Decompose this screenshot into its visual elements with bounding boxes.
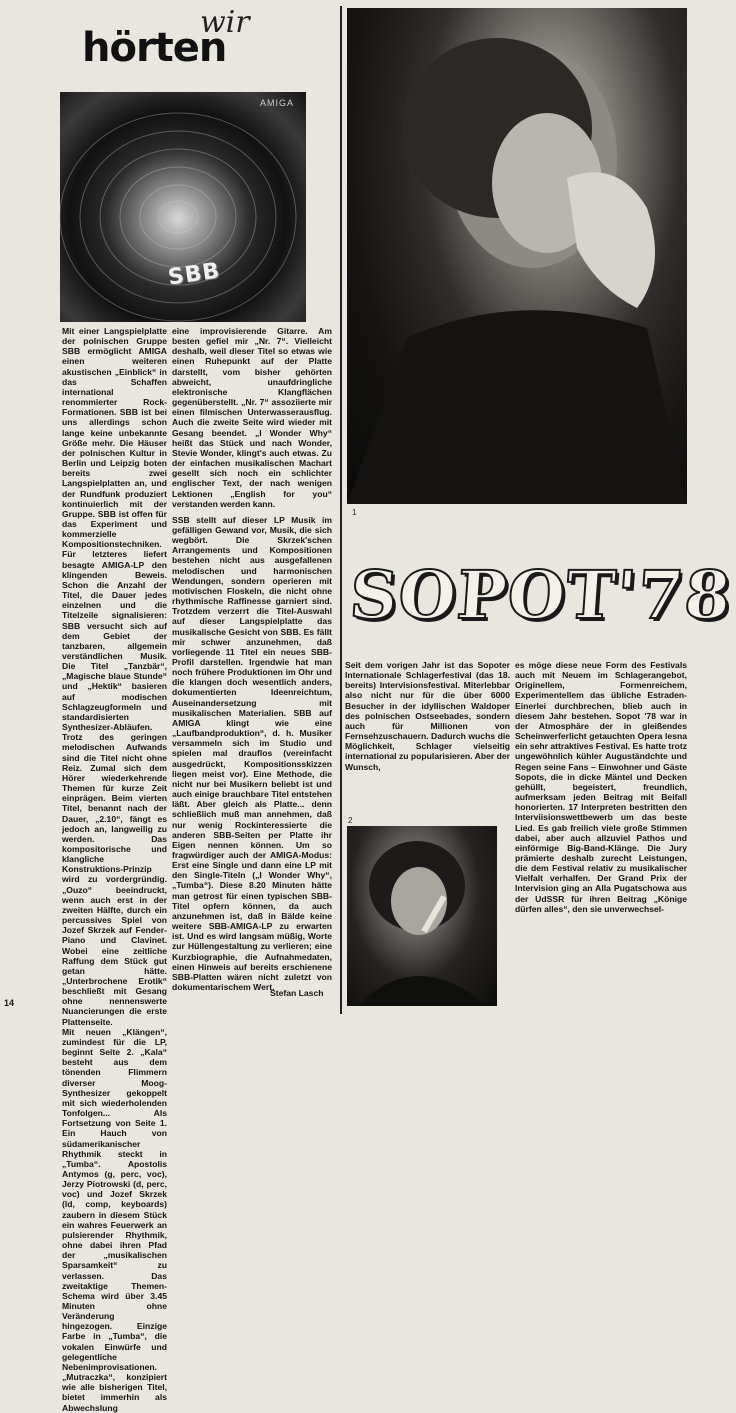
header-wir: wir — [200, 5, 250, 40]
article-signature: Stefan Lasch — [270, 988, 324, 998]
album-cover — [60, 92, 306, 322]
sopot-title: SOPOT'78 — [347, 556, 735, 634]
article-col2-para-2: SSB stellt auf dieser LP Musik im gefälligen Gewand vor, Musik, die sich wegbört. Die Skrzek'schen Arrangements und Kompositionen bestehen nicht aus ausgefallenen melodischen und harmonischen Wendungen, sondern operieren mit motivischen Floskeln, die nicht ohne rhythmische Raffinesse garniert sind. Trotzdem verzerrt die Titel-Auswahl auf dieser Langspielplatte das musikalische Gesicht von SBB. Es fällt mir schwer anzunehmen, daß vorliegende 11 Titel ein neues SBB-Profil darstellen. Irgendwie hat man noch frühere Produktionen im Ohr und die klangen doch wesentlich anders, dokumentierten Ideenreichtum, Auseinandersetzung mit musikalischen Materialien. SBB auf AMIGA klingt wie eine „Laufbandproduktion“, d. h. Musiker versammeln sich im Studio und spielen mal drauflos (vereinfacht ausgedrückt, Kompositionsskizzen liegen meist vor). Eine Methode, die nicht nur bei Musikern beliebt ist und auch einige brauchbare Titel entstehen läßt. Aber gleich als Platte... denn schließlich muß man annehmen, daß nur wenig Rockinteressierte die anderen SBB-Seiten per Platte ihr Eigen nennen können. Um so fragwürdiger auch der AMIGA-Modus: Erst eine Single und dann eine LP mit den Single-Titeln („I Wonder Why“, „Tumba“). Diese 8.20 Minuten hätte man getrost für einen typischen SBB-Titel opfern können, da auch anzunehmen ist, daß in Bälde keine weitere SBB-AMIGA-LP zu erwarten ist. Und es wird langsam müßig, Worte zur Hüllengestaltung zu verlieren; eine Kurzbiographie, die Aufnahmedaten, einen Hinweis auf bereits erschienene SBB-Platten wären nicht zuletzt von dokumentarischem Wert. — [172, 514, 332, 992]
singer-photo-2-graphic — [347, 826, 497, 1006]
sopot-column-2 — [515, 660, 687, 1016]
header-hoerten: hörten — [82, 25, 227, 71]
article-col2-para-1: eine improvisierende Gitarre. Am besten gefiel mir „Nr. 7“. Vielleicht deshalb, weil dieser Titel so etwas wie einen Ruhepunkt auf der Platte darstellt, vom bisher gehörten abweicht, unaufdringliche elektronische Klangflächen gegenüberstellt. „Nr. 7“ assoziierte mir einen filmischen Unterwasserausflug. Auch die zweite Seite wird wieder mit Gesang beendet. „I Wonder Why“ heißt das Stück und nach Wonder, Stevie Wonder, klingt's auch etwas. Zu der einfachen musikalischen Machart gesellt sich noch ein schlichter englischer Text, der nach wenigen Lektionen „English for you“ verstanden werden kann. — [172, 326, 332, 509]
photo-frame-border — [340, 6, 342, 1014]
article-column-1 — [62, 326, 167, 1413]
album-title: SBB — [166, 258, 222, 291]
album-brand: AMIGA — [259, 98, 294, 108]
page-number: 14 — [4, 998, 15, 1008]
singer-photo-1 — [347, 8, 687, 504]
article-column-2 — [172, 326, 332, 992]
sopot-col1-text: Seit dem vorigen Jahr ist das Sopoter Internationale Schlagerfestival (das 18. bereits) Intervisionsfestival. Miterlebbar also nicht nur für die über 6000 Besucher in der idyllischen Waldoper des polnischen Ostseebades, sondern auch für Millionen von Fernsehzuschauern. Dadurch wuchs die Möglichkeit, Schlager vielseitig international zu popularisieren. Aber der Wunsch, — [345, 660, 510, 772]
singer-photo-2 — [347, 826, 497, 1006]
article-col1-para-1: Mit einer Langspielplatte der polnischen Gruppe SBB ermöglicht AMIGA einen weiteren akustischen „Einblick“ in das Schaffen international renommierter Rock-Formationen. SBB ist bei uns allerdings schon lange keine unbekannte Größe mehr. Die Häuser der polnischen Kultur in Berlin und Leipzig boten bereits zwei Langspielplatten an, und der Rundfunk produziert kontinuierlich mit der Gruppe. SBB ist offen für das Experiment und kommerzielle Kompositionstechniken. Für letzteres liefert besagte AMIGA-LP den klingenden Beweis. Schon die Anzahl der Titel, die Dauer jedes einzelnen und die Titelzeile signalisieren: SBB versucht sich auf dem Gebiet der tanzbaren, allgemein verständlichen Musik. Die Titel „Tanzbär“, „Magische blaue Stunde“ und „Hektik“ basieren auf modischen Schlagzeugformeln und standardisierten Synthesizer-Abläufen. Trotz des geringen melodischen Aufwands sind die Titel nicht ohne Reiz. Zumal sich dem Hörer wiederkehrende Themen für kurze Zeit einprägen. Beim vierten Titel, benannt nach der Dauer, „2.10“, fängt es jedoch an, langweilig zu werden. Das kompositorische und klangliche Konstruktions-Prinzip wird zu vordergründig. „Ouzo“ beeindruckt, wenn auch erst in der zweiten Hälfte, durch ein percussives Spiel von Jozef Skrzek auf Fender-Piano und Clavinet. Wobei eine zeitliche Raffung dem Stück gut getan hätte. „Unterbrochene Erotik“ beschließt mit Gesang ohne nennenswerte Nuancierungen die erste Plattenseite. — [62, 326, 167, 1027]
singer-photo-1-graphic — [347, 8, 687, 504]
article-col1-para-2: Mit neuen „Klängen“, zumindest für die LP, beginnt Seite 2. „Kala“ besteht aus dem tönenden Flimmern diverser Moog-Synthesizer gekoppelt mit sich wiederholenden Tonfolgen... Als Fortsetzung von Seite 1. Ein Hauch von südamerikanischer Rhythmik steckt in „Tumba“. Apostolis Antymos (g, perc, voc), Jerzy Piotrowski (d, perc, voc) und Jozef Skrzek (ld, comp, keyboards) zaubern in diesem Stück ein wahres Feuerwerk an pulsierender Rhythmik, ohne dabei ihren Pfad der „musikalischen Sparsamkeit“ zu verlassen. Das zweitaktige Themen-Schema wird über 3.45 Minuten ohne Veränderung hingezogen. Einzige Farbe in „Tumba“, die vokalen Einwürfe und gelegentliche Nebenimprovisationen. „Mutraczka“, konzipiert wie alle bisherigen Titel, bietet immerhin als Abwechslung — [62, 1026, 167, 1413]
photo-1-caption: 1 — [352, 508, 357, 517]
sopot-col2-text: es möge diese neue Form des Festivals auch mit Neuem im Schlagerangebot, Originellem, Formenreichem, Experimentellem das übliche Estraden-Einerlei durchbrechen, blieb auch in diesem Jahr bestehen. Sopot '78 war in der Atmosphäre der in gleißendes Scheinwerferlicht getauchten Opera lesna ein sehr attraktives Festival. Es hatte trotz ungewöhnlich kühler Auguständchte und Regen seine Fans – Einwohner und Gäste Sopots, die in dicke Mäntel und Decken gehüllt, begeistert, freundlich, aufmerksam jeden Beitrag mit Beifall honorierten. 17 Interpreten bestritten den Interviisionswettbewerb um das beste Lied. Es gab freilich viele große Stimmen dabei, aber auch allzuviel Pathos und einförmige Big-Band-Klänge. Die Jury prämierte deshalb zurecht Leistungen, die dem Festival relativ zu musikalischer Vielfalt verhalfen. Der Grand Prix der Intervision ging an Alla Pugatschowa aus der UdSSR für ihren Beitrag „Könige dürfen alles“, den sie unverwechsel- — [515, 660, 687, 914]
sopot-column-1 — [345, 660, 510, 780]
photo-2-caption: 2 — [348, 816, 353, 825]
